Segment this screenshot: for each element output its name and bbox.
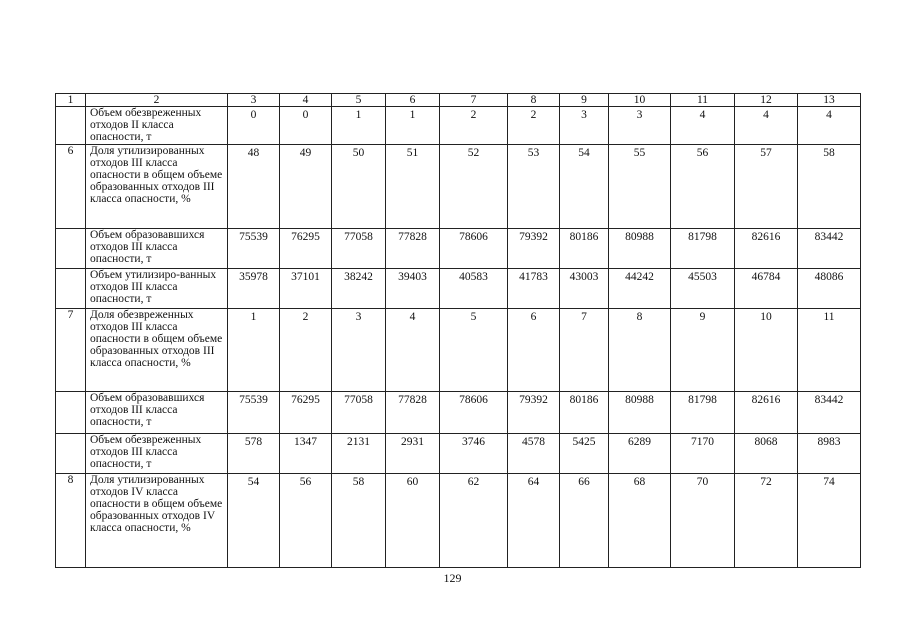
value-cell: 46784 [735,269,798,309]
table-row [56,392,861,434]
value-cell: 0 [228,107,280,145]
value-cell: 8983 [798,434,861,474]
value-cell: 83442 [798,229,861,269]
value-cell: 81798 [671,392,735,434]
header-cell: 2 [86,94,228,107]
header-cell: 4 [280,94,332,107]
value-cell: 76295 [280,229,332,269]
value-cell: 82616 [735,229,798,269]
value-cell: 2 [280,309,332,392]
value-cell: 11 [798,309,861,392]
header-cell: 7 [440,94,508,107]
value-cell: 37101 [280,269,332,309]
value-cell: 2931 [386,434,440,474]
value-cell: 51 [386,145,440,229]
table-row [56,434,861,474]
value-cell: 78606 [440,229,508,269]
value-cell: 80186 [560,392,609,434]
value-cell: 54 [228,474,280,568]
value-cell: 56 [671,145,735,229]
row-label: Доля утилизированных отходов III класса опасности в общем объеме образованных отходов III класса опасности, % [86,145,228,229]
value-cell: 8 [609,309,671,392]
header-cell: 9 [560,94,609,107]
value-cell: 74 [798,474,861,568]
value-cell: 4 [386,309,440,392]
value-cell: 4578 [508,434,560,474]
value-cell: 62 [440,474,508,568]
value-cell: 77058 [332,229,386,269]
row-number [56,434,86,474]
row-label: Объем обезвреженных отходов III класса опасности, т [86,434,228,474]
value-cell: 79392 [508,392,560,434]
header-cell: 1 [56,94,86,107]
table-row [56,107,861,145]
value-cell: 38242 [332,269,386,309]
table-row [56,474,861,568]
value-cell: 44242 [609,269,671,309]
value-cell: 10 [735,309,798,392]
value-cell: 45503 [671,269,735,309]
data-table [55,93,861,568]
row-label: Объем утилизиро-ванных отходов III класса опасности, т [86,269,228,309]
value-cell: 81798 [671,229,735,269]
header-cell: 10 [609,94,671,107]
value-cell: 77828 [386,392,440,434]
value-cell: 54 [560,145,609,229]
table-row [56,145,861,229]
row-label: Доля утилизированных отходов IV класса опасности в общем объеме образованных отходов IV класса опасности, % [86,474,228,568]
value-cell: 80988 [609,229,671,269]
value-cell: 3 [332,309,386,392]
row-number [56,269,86,309]
value-cell: 1347 [280,434,332,474]
value-cell: 64 [508,474,560,568]
header-cell: 5 [332,94,386,107]
value-cell: 76295 [280,392,332,434]
value-cell: 72 [735,474,798,568]
value-cell: 43003 [560,269,609,309]
value-cell: 2 [440,107,508,145]
row-number: 8 [56,474,86,568]
value-cell: 60 [386,474,440,568]
row-number: 6 [56,145,86,229]
value-cell: 5 [440,309,508,392]
value-cell: 35978 [228,269,280,309]
header-cell: 13 [798,94,861,107]
value-cell: 68 [609,474,671,568]
value-cell: 80186 [560,229,609,269]
value-cell: 2131 [332,434,386,474]
row-number [56,107,86,145]
table-row [56,269,861,309]
header-row [56,94,861,107]
value-cell: 4 [798,107,861,145]
value-cell: 4 [735,107,798,145]
value-cell: 1 [332,107,386,145]
value-cell: 6289 [609,434,671,474]
value-cell: 55 [609,145,671,229]
value-cell: 39403 [386,269,440,309]
row-label: Объем образовавшихся отходов III класса опасности, т [86,392,228,434]
value-cell: 40583 [440,269,508,309]
value-cell: 53 [508,145,560,229]
value-cell: 66 [560,474,609,568]
value-cell: 80988 [609,392,671,434]
value-cell: 48 [228,145,280,229]
value-cell: 77828 [386,229,440,269]
value-cell: 57 [735,145,798,229]
value-cell: 41783 [508,269,560,309]
value-cell: 83442 [798,392,861,434]
table-row [56,309,861,392]
page-number: 129 [443,571,462,585]
header-cell: 11 [671,94,735,107]
value-cell: 3 [560,107,609,145]
value-cell: 3 [609,107,671,145]
row-label: Доля обезвреженных отходов III класса опасности в общем объеме образованных отходов III класса опасности, % [86,309,228,392]
value-cell: 7170 [671,434,735,474]
row-label: Объем образовавшихся отходов III класса опасности, т [86,229,228,269]
value-cell: 3746 [440,434,508,474]
header-cell: 6 [386,94,440,107]
value-cell: 75539 [228,392,280,434]
value-cell: 9 [671,309,735,392]
value-cell: 82616 [735,392,798,434]
value-cell: 50 [332,145,386,229]
header-cell: 8 [508,94,560,107]
header-cell: 3 [228,94,280,107]
value-cell: 58 [798,145,861,229]
value-cell: 1 [386,107,440,145]
value-cell: 2 [508,107,560,145]
value-cell: 56 [280,474,332,568]
value-cell: 52 [440,145,508,229]
value-cell: 7 [560,309,609,392]
value-cell: 0 [280,107,332,145]
value-cell: 79392 [508,229,560,269]
value-cell: 8068 [735,434,798,474]
row-number [56,229,86,269]
value-cell: 5425 [560,434,609,474]
value-cell: 1 [228,309,280,392]
value-cell: 75539 [228,229,280,269]
value-cell: 6 [508,309,560,392]
value-cell: 4 [671,107,735,145]
row-number: 7 [56,309,86,392]
value-cell: 58 [332,474,386,568]
header-cell: 12 [735,94,798,107]
row-number [56,392,86,434]
value-cell: 78606 [440,392,508,434]
value-cell: 48086 [798,269,861,309]
value-cell: 578 [228,434,280,474]
value-cell: 77058 [332,392,386,434]
value-cell: 70 [671,474,735,568]
table-row [56,229,861,269]
value-cell: 49 [280,145,332,229]
row-label: Объем обезвреженных отходов II класса опасности, т [86,107,228,145]
